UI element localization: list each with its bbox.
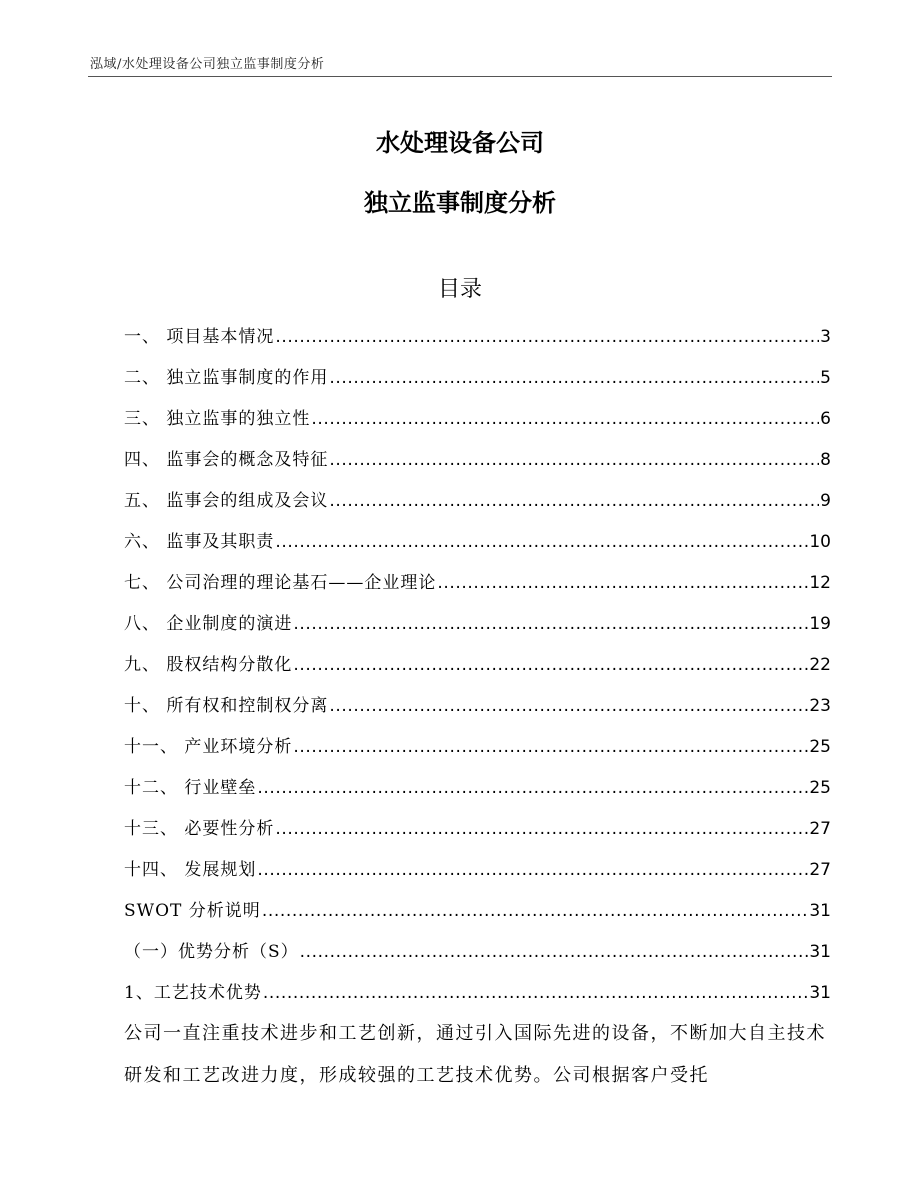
toc-entry-page-number: 27 — [809, 819, 831, 839]
toc-entry-label: 十、 所有权和控制权分离 — [124, 696, 329, 716]
toc-entry-label: 八、 企业制度的演进 — [124, 614, 293, 634]
toc-entry-label: 四、 监事会的概念及特征 — [124, 450, 329, 470]
toc-entry[interactable] — [124, 896, 831, 937]
document-title-line2: 独立监事制度分析 — [364, 189, 556, 217]
toc-entry-page-number: 25 — [809, 778, 831, 798]
header-rule — [88, 76, 832, 77]
toc-dot-leader — [293, 655, 808, 675]
table-of-contents — [124, 322, 831, 1019]
toc-entry[interactable] — [124, 937, 831, 978]
toc-entry-label: 二、 独立监事制度的作用 — [124, 368, 329, 388]
toc-dot-leader — [329, 696, 808, 716]
toc-dot-leader — [275, 532, 808, 552]
toc-entry-label: 九、 股权结构分散化 — [124, 655, 293, 675]
body-paragraph: 公司一直注重技术进步和工艺创新，通过引入国际先进的设备，不断加大自主技术研发和工艺改进力度，形成较强的工艺技术优势。公司根据客户受托 — [124, 1023, 826, 1086]
toc-entry[interactable] — [124, 609, 831, 650]
toc-dot-leader — [293, 737, 808, 757]
toc-entry[interactable] — [124, 527, 831, 568]
toc-entry-page-number: 31 — [809, 942, 831, 962]
toc-entry[interactable] — [124, 486, 831, 527]
running-header: 泓域/水处理设备公司独立监事制度分析 — [90, 57, 325, 72]
toc-entry[interactable] — [124, 322, 831, 363]
toc-dot-leader — [311, 409, 819, 429]
toc-entry-page-number: 25 — [809, 737, 831, 757]
toc-entry[interactable] — [124, 568, 831, 609]
toc-dot-leader — [437, 573, 808, 593]
toc-entry-page-number: 9 — [820, 491, 831, 511]
toc-dot-leader — [293, 614, 808, 634]
toc-dot-leader — [275, 819, 808, 839]
toc-entry-page-number: 8 — [820, 450, 831, 470]
toc-entry[interactable] — [124, 732, 831, 773]
toc-entry[interactable] — [124, 773, 831, 814]
toc-entry-label: 十一、 产业环境分析 — [124, 737, 293, 757]
toc-dot-leader — [257, 860, 808, 880]
toc-entry-label: 1、工艺技术优势 — [124, 983, 262, 1003]
toc-dot-leader — [329, 491, 819, 511]
toc-dot-leader — [329, 368, 819, 388]
toc-entry[interactable] — [124, 363, 831, 404]
toc-entry-page-number: 27 — [809, 860, 831, 880]
toc-entry-page-number: 12 — [809, 573, 831, 593]
toc-entry[interactable] — [124, 814, 831, 855]
toc-entry-page-number: 19 — [809, 614, 831, 634]
toc-entry-label: 十二、 行业壁垒 — [124, 778, 257, 798]
toc-entry-label: 七、 公司治理的理论基石——企业理论 — [124, 573, 437, 593]
toc-entry[interactable] — [124, 855, 831, 896]
toc-entry[interactable] — [124, 650, 831, 691]
toc-entry[interactable] — [124, 445, 831, 486]
document-title-line1: 水处理设备公司 — [376, 129, 544, 157]
toc-entry-label: 一、 项目基本情况 — [124, 327, 275, 347]
toc-entry-page-number: 22 — [809, 655, 831, 675]
toc-entry-label: 六、 监事及其职责 — [124, 532, 275, 552]
toc-entry-page-number: 10 — [809, 532, 831, 552]
toc-entry-label: 三、 独立监事的独立性 — [124, 409, 311, 429]
toc-dot-leader — [329, 450, 819, 470]
toc-entry-label: 十三、 必要性分析 — [124, 819, 275, 839]
toc-dot-leader — [257, 778, 808, 798]
toc-entry-page-number: 3 — [820, 327, 831, 347]
toc-entry-label: SWOT 分析说明 — [124, 901, 261, 921]
toc-entry[interactable] — [124, 404, 831, 445]
toc-entry[interactable] — [124, 691, 831, 732]
toc-dot-leader — [300, 942, 809, 962]
toc-entry-page-number: 5 — [820, 368, 831, 388]
toc-entry-page-number: 31 — [809, 901, 831, 921]
toc-dot-leader — [263, 983, 809, 1003]
toc-entry-page-number: 23 — [809, 696, 831, 716]
toc-dot-leader — [275, 327, 819, 347]
toc-entry-label: 十四、 发展规划 — [124, 860, 257, 880]
toc-heading: 目录 — [437, 277, 482, 302]
toc-entry-label: （一）优势分析（S） — [124, 942, 299, 962]
toc-dot-leader — [262, 901, 809, 921]
toc-entry-page-number: 31 — [809, 983, 831, 1003]
toc-entry-page-number: 6 — [820, 409, 831, 429]
toc-entry-label: 五、 监事会的组成及会议 — [124, 491, 329, 511]
